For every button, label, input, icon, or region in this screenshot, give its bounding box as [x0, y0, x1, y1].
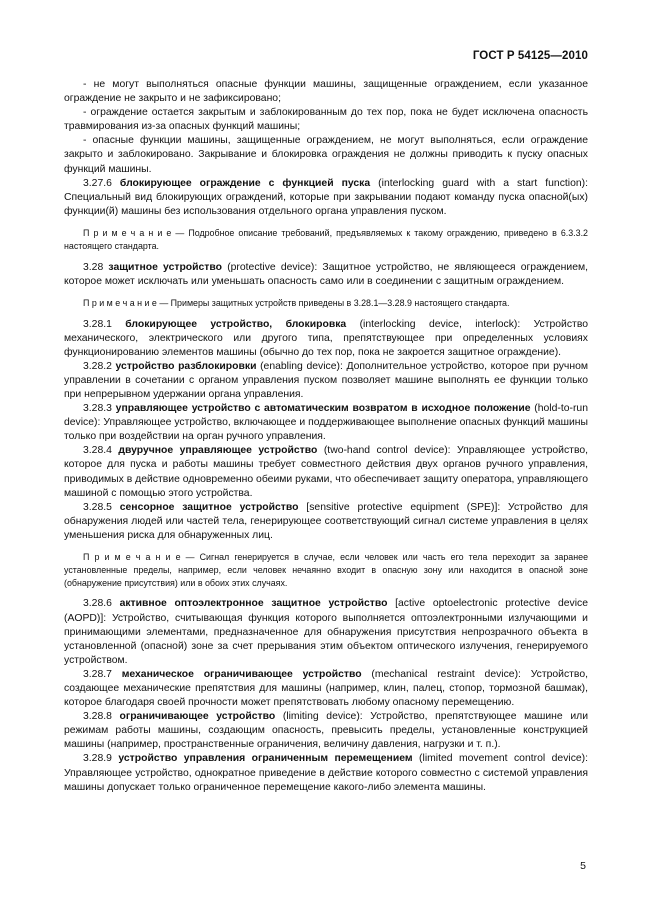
- term-title: сенсорное защитное устройство: [119, 501, 299, 513]
- term-number: 3.28.7: [83, 668, 112, 680]
- term-number: 3.28.8: [83, 711, 112, 723]
- term-definition: (interlocking guard with a start function): Специальный вид блокирующих ограждений, которые при закрывании подают команду пуска опасной(ых) функции(й) машины без использования отдельного органа управления пуском.: [64, 177, 589, 217]
- term-definition: (limiting device): Устройство, препятствующее машине или режимам работы машины, создающим опасность, превысить пределы, установленные конструкцией машины (например, пространственные ограничения, величину давления, нагрузки и т. п.).: [64, 711, 588, 751]
- note-text: Примеры защитных устройств приведены в 3.28.1—3.28.9 настоящего стандарта.: [170, 297, 510, 308]
- term-number: 3.28.6: [83, 598, 112, 610]
- document-body: [64, 78, 588, 795]
- note-text: Подробное описание требований, предъявляемых к такому ограждению, приведено в 6.3.3.2 настоящего стандарта.: [64, 227, 588, 251]
- term-number: 3.28.4: [83, 445, 112, 457]
- standard-designation: ГОСТ Р 54125—2010: [472, 50, 588, 62]
- note-1: [64, 227, 588, 253]
- term-number: 3.28.3: [83, 403, 112, 415]
- term-definition: (limited movement control device): Управляющее устройство, однократное приведение в действие которого совместно с системой управления машины допускает только ограниченное перемещение какого-либо элемента машины.: [64, 753, 589, 793]
- term-number: 3.28.2: [83, 360, 112, 372]
- paragraph-dash-3: - опасные функции машины, защищенные ограждением, не могут выполняться, если ограждение закрыто и заблокировано. Закрывание и блокировка ограждения не должны приводить к пуску опасных функций машины.: [64, 135, 588, 175]
- term-3-28-6: [64, 597, 588, 667]
- term-3-28-8: [64, 710, 588, 752]
- term-title: ограничивающее устройство: [119, 711, 276, 723]
- note-3: [64, 551, 588, 589]
- term-3-28-2: [64, 360, 588, 402]
- term-definition: (protective device): Защитное устройство, не являющееся ограждением, которое может исключать или уменьшать опасность само или в соединении с защитным ограждением.: [64, 261, 589, 287]
- term-title: активное оптоэлектронное защитное устройство: [119, 598, 388, 610]
- term-3-28-9: [64, 752, 588, 794]
- note-text: Сигнал генерируется в случае, если человек или часть его тела переходит за заранее установленные пределы, например, если человек нечаянно входит в опасную зону или находится в опасной зоне (обнаружение присутствия) или в обоих этих случаях.: [64, 552, 589, 588]
- term-3-28-5: [64, 501, 588, 543]
- note-2: [64, 297, 588, 310]
- paragraph-dash-1: - не могут выполняться опасные функции машины, защищенные ограждением, если указанное ограждение не закрыто и не зафиксировано;: [64, 79, 588, 105]
- term-definition: (interlocking device, interlock): Устройство механического, электрического или другого типа, препятствующее при определенных условиях функционированию элементов машины (обычно до тех пор, пока не закроется защитное ограждение).: [64, 318, 588, 358]
- term-number: 3.28: [83, 261, 104, 273]
- term-title: устройство управления ограниченным перемещением: [118, 753, 413, 765]
- term-title: защитное устройство: [108, 261, 222, 273]
- term-number: 3.27.6: [83, 177, 112, 189]
- term-3-28-4: [64, 444, 588, 500]
- term-definition: (hold-to-run device): Управляющее устройство, включающее и поддерживающее выполнение опасных функций машины только при воздействии на орган ручного управления.: [64, 403, 588, 443]
- note-label: П р и м е ч а н и е —: [83, 227, 185, 238]
- note-label: П р и м е ч а н и е —: [83, 297, 169, 308]
- term-definition: (enabling device): Дополнительное устройство, которое при ручном управлении в сочетании с органом управления пуском позволяет машине выполнять ее функции только при непрерывном удержании органа управления.: [64, 360, 588, 400]
- term-title: двуручное управляющее устройство: [118, 445, 318, 457]
- term-definition: [sensitive protective equipment (SPE)]: Устройство для обнаружения людей или частей тела, генерирующее соответствующий сигнал системе управления в целях уменьшения риска для обнаруженных лиц.: [64, 501, 588, 541]
- term-title: устройство разблокировки: [115, 360, 257, 372]
- term-definition: (two-hand control device): Управляющее устройство, которое для пуска и работы машины требует совместного действия двух органов ручного управления, приводимых в действие одновременно обеими руками, что обеспечивает защиту оператора, управляющего машиной с помощью этого устройства.: [64, 445, 589, 499]
- term-number: 3.28.5: [83, 501, 112, 513]
- term-definition: [active optoelectronic protective device (AOPD)]: Устройство, считывающая функция которого выполняется оптоэлектронными излучающими и принимающими элементами, предназначенное для обнаружения присутствия непрозрачного объекта в установленной (опасной) зоне за счет прерывания этим объектом оптического излучения, генерируемого устройством.: [64, 598, 588, 666]
- term-title: блокирующее ограждение с функцией пуска: [119, 177, 371, 189]
- term-3-28: [64, 261, 588, 289]
- note-label: П р и м е ч а н и е —: [83, 552, 195, 563]
- term-number: 3.28.1: [83, 318, 112, 330]
- term-3-28-3: [64, 402, 588, 444]
- page-number: 5: [580, 860, 586, 872]
- term-3-28-1: [64, 318, 588, 360]
- term-3-28-7: [64, 668, 588, 710]
- term-title: механическое ограничивающее устройство: [121, 668, 362, 680]
- term-title: управляющее устройство с автоматическим возвратом в исходное положение: [115, 403, 531, 415]
- term-definition: (mechanical restraint device): Устройство, создающее механические препятствия для машины (например, клин, палец, стопор, тормозной башмак), которое благодаря своей прочности может препятствовать любому опасному перемещению.: [64, 668, 588, 709]
- paragraph-dash-2: - ограждение остается закрытым и заблокированным до тех пор, пока не будет исключена опасность травмирования из-за опасных функций машины;: [64, 107, 588, 133]
- term-title: блокирующее устройство, блокировка: [125, 318, 347, 330]
- term-3-27-6: [64, 177, 588, 219]
- term-number: 3.28.9: [83, 753, 112, 765]
